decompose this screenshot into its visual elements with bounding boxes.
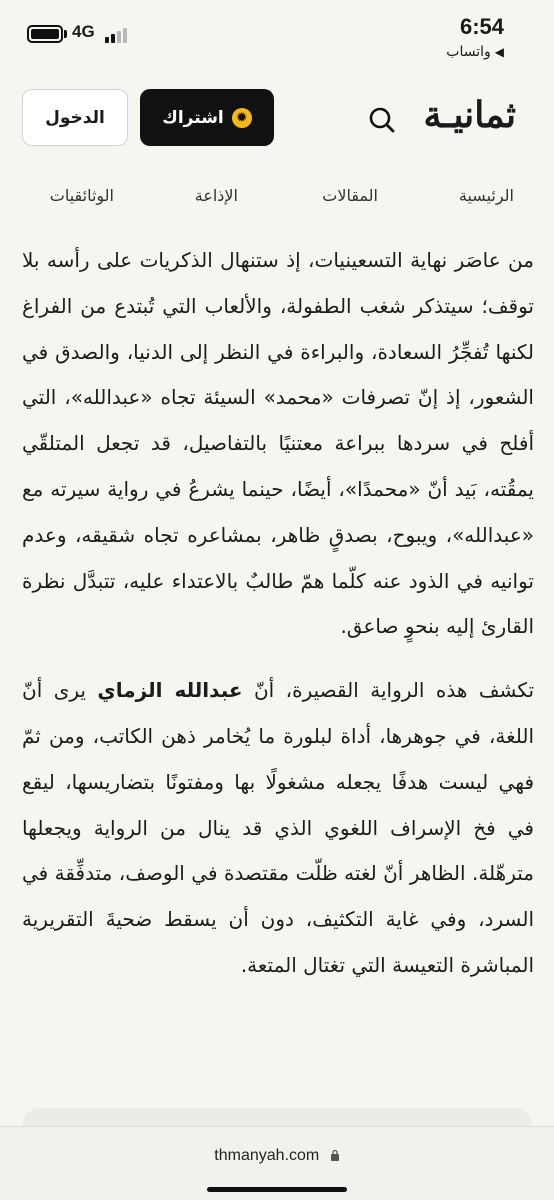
subscribe-label: اشتراك xyxy=(162,107,224,128)
battery-tip xyxy=(64,30,67,38)
sun-icon: ✹ xyxy=(232,108,252,128)
status-bar xyxy=(0,0,554,70)
login-label: الدخول xyxy=(45,107,105,128)
article-body xyxy=(22,238,534,1007)
search-button[interactable] xyxy=(366,104,398,136)
nav-item-home[interactable]: الرئيسية xyxy=(458,186,514,205)
subscribe-button[interactable] xyxy=(140,89,274,146)
site-header xyxy=(0,88,554,148)
nav-item-documentaries[interactable]: الوثائقيات xyxy=(49,186,114,205)
article-paragraph-2 xyxy=(22,668,534,989)
nav-item-articles[interactable]: المقالات xyxy=(322,186,378,205)
url-display[interactable] xyxy=(0,1147,554,1165)
back-app-label: واتساب xyxy=(446,44,491,60)
paragraph-2-rest: يرى أنّ اللغة، في جوهرها، أداة لبلورة ما يُخامر ذهن الكاتب، ومن ثمّ فهي ليست هدفًا يجعله مشغولًا بها ومفتونًا بتضاريسها، ليقع في فخ الإسراف اللغوي الذي قد ينال من الرواية ويجعلها مترهّلة. الظاهر أنّ لغته ظلّت مقتصدة في الوصف، متدفِّقة في السرد، وفي غاية التكثيف، دون أن يسقط ضحيةَ التقريرية المباشرة التعيسة التي تغتال المتعة. xyxy=(22,678,534,977)
nav-item-radio[interactable]: الإذاعة xyxy=(194,186,238,205)
back-arrow-icon: ◀ xyxy=(494,45,504,59)
paragraph-2-start: تكشف هذه الرواية القصيرة، أنّ xyxy=(242,678,535,703)
article-paragraph-1: من عاصَر نهاية التسعينيات، إذ ستنهال الذكريات على رأسه بلا توقف؛ سيتذكر شغب الطفولة، والألعاب التي تُبتدع من الفراغ لكنها تُفجِّرُ السعادة، والبراءة في النظر إلى الدنيا، والصدق في الشعور، إذ إنّ تصرفات «محمد» السيئة تجاه «عبدالله»، التي أفلح في سردها ببراعة معتنيًا بالتفاصيل، قد تجعل المتلقّي يمقُته، بَيد أنّ «محمدًا»، أيضًا، حينما يشرعُ في رواية سيرته مع «عبدالله»، ويبوح، بصدقٍ ظاهر، بمشاعره تجاه شقيقه، وعدم توانيه في الذود عنه كلّما همّ طالبٌ بالاعتداء عليه، تتبدَّل نظرة القارئ إليه بنحوٍ صاعق. xyxy=(22,248,534,639)
search-icon xyxy=(366,104,398,136)
home-indicator xyxy=(207,1187,347,1192)
signal-icon xyxy=(105,27,127,43)
site-logo[interactable]: ثمانيـة xyxy=(423,94,516,136)
back-to-app-link[interactable] xyxy=(446,44,504,60)
login-button[interactable] xyxy=(22,89,128,146)
battery-icon xyxy=(27,25,63,43)
url-text: thmanyah.com xyxy=(214,1147,320,1164)
main-nav xyxy=(0,186,554,216)
lock-icon xyxy=(330,1149,340,1161)
status-time: 6:54 xyxy=(459,14,504,39)
browser-url-bar[interactable] xyxy=(0,1126,554,1200)
author-name: عبدالله الزماي xyxy=(97,678,243,703)
network-type: 4G xyxy=(72,22,95,41)
